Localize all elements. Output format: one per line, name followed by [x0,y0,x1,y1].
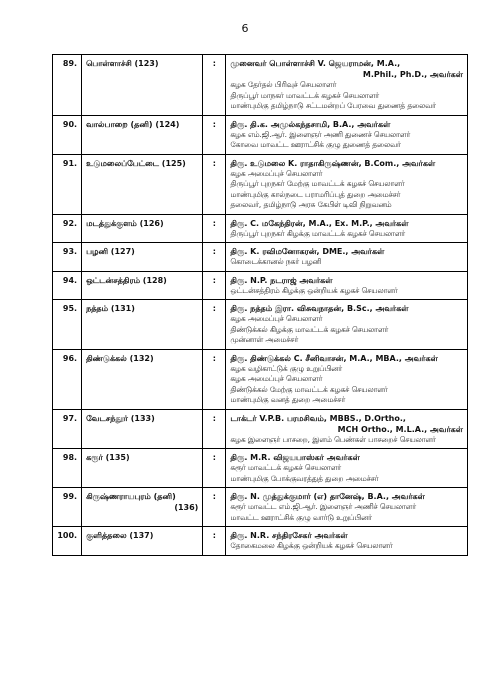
constituency-name: பொள்ளாச்சி (123) [86,59,159,68]
candidate-name: திரு. உடுமலை K. ராதாகிருஷ்ணன், B.Com., அவர்கள் [230,158,436,168]
candidate-name: M.Phil., Ph.D., அவர்கள் [362,70,463,79]
candidate-role: திருப்பூர் மாநகர் மாவட்டக் கழகச் செயலாளர் [230,90,380,100]
candidate-name: திரு. M.R. விஜயபாஸ்கர் அவர்கள் [230,453,360,462]
serial-number: 98. [53,449,82,488]
constituency-cell [82,449,203,488]
candidate-row [53,488,468,527]
candidate-name: திரு. K. ரவிமனோகரன், DME., அவர்கள் [230,247,385,256]
serial-number: 93. [53,243,82,272]
serial-number: 92. [53,214,82,243]
candidate-name: திரு. நத்தம் இரா. விசுவநாதன், B.Sc., அவர்கள் [230,304,409,313]
constituency-name: வேடசந்தூர் (133) [86,413,155,423]
candidate-role: கரூர் மாவட்டக் கழகச் செயலாளர் [230,463,342,472]
page-number: 6 [241,22,249,35]
candidates-table-body [53,55,468,556]
candidate-role: கழக இளைஞர் பாசறை, இளம் பெண்கள் பாசறைச் செயலாளர் [230,434,436,444]
candidate-row [53,449,468,488]
colon-separator: : [203,115,226,154]
colon-separator: : [203,488,226,527]
candidate-details [226,488,468,527]
candidate-details [226,409,468,449]
serial-number: 90. [53,115,82,154]
colon-separator: : [203,349,226,409]
candidate-role: கழக வழிகாட்டுக் குழு உறுப்பினர் [230,363,343,373]
serial-number: 94. [53,271,82,300]
candidate-name: திரு. N. முத்துக்குமார் (எ) தானேஷ், B.A., அவர்கள் [230,492,425,501]
candidate-details [226,214,468,243]
constituency-name: வால்பாறை (தனி) (124) [86,119,180,129]
candidate-role: கழக அமைப்புச் செயலாளர் [230,374,323,383]
candidate-details [226,527,468,556]
candidate-role: கழக அமைப்புச் செயலாளர் [230,314,323,323]
serial-number: 100. [53,527,82,556]
serial-number: 91. [53,154,82,214]
colon-separator: : [203,449,226,488]
serial-number: 96. [53,349,82,409]
candidate-name: திரு. தி.க. அமுல்கந்தசாமி, B.A., அவர்கள் [230,119,391,129]
candidate-row [53,55,468,116]
constituency-name: மடத்துக்குளம் (126) [86,218,164,228]
candidate-role: தோகைமலை கிழக்கு ஒன்றியக் கழகச் செயலாளர் [230,541,393,550]
candidate-role: ஒட்டன்சத்திரம் கிழக்கு ஒன்றியக் கழகச் செயலாளர் [230,285,398,295]
serial-number: 95. [53,300,82,350]
candidate-details [226,449,468,488]
candidate-role: முன்னாள் அமைச்சர் [230,335,299,344]
candidate-role: திருப்பூர் புறநகர் மேற்கு மாவட்டக் கழகச் செயலாளர் [230,179,405,188]
constituency-cell [82,214,203,243]
candidate-name: முனைவர் பொள்ளாச்சி V. ஜெயராமன், M.A., [230,59,401,68]
constituency-cell [82,115,203,154]
candidate-name: திரு. திண்டுக்கல் C. சீனிவாசன், M.A., MBA., அவர்கள் [230,353,438,363]
candidate-name: திரு. C. மகேந்திரன், M.A., Ex. M.P., அவர்கள் [230,218,409,228]
candidate-role: திண்டுக்கல் கிழக்கு மாவட்டக் கழகச் செயலாளர் [230,324,389,334]
colon-separator: : [203,214,226,243]
candidate-role: தலைவர், தமிழ்நாடு அரசு கேபிள் டிவி நிறுவனம் [230,200,392,209]
constituency-cell [82,154,203,214]
candidate-name: திரு. N.R. சந்திரசேகர் அவர்கள் [230,531,348,540]
candidate-name: திரு. N.P. நடராஜ் அவர்கள் [230,275,333,285]
constituency-cell [82,55,203,116]
candidate-details [226,243,468,272]
serial-number: 89. [53,55,82,116]
constituency-cell [82,300,203,350]
constituency-name: உடுமலைப்பேட்டை (125) [86,158,186,168]
colon-separator: : [203,300,226,350]
constituency-name: நத்தம் (131) [86,304,135,313]
constituency-cell [82,527,203,556]
candidate-row [53,527,468,556]
candidate-row [53,409,468,449]
serial-number: 99. [53,488,82,527]
candidate-role: கரூர் மாவட்ட எம்.ஜி.ஆர். இளைஞர் அணிச் செயலாளர் [230,502,417,511]
candidate-details [226,271,468,300]
candidate-details [226,349,468,409]
constituency-name: ஒட்டன்சத்திரம் (128) [86,275,167,285]
colon-separator: : [203,154,226,214]
constituency-name: கரூர் (135) [86,453,130,462]
constituency-name: கிருஷ்ணராயபுரம் (தனி) [86,492,176,501]
colon-separator: : [203,55,226,116]
candidate-role: மாண்புமிகு வனத் துறை அமைச்சர் [230,395,346,404]
candidate-details [226,154,468,214]
candidate-row [53,115,468,154]
candidate-role: மாண்புமிகு கால்நடை பராமரிப்புத் துறை அமைச்சர் [230,189,401,199]
candidate-details [226,55,468,116]
constituency-cell [82,349,203,409]
constituency-cell [82,409,203,449]
candidate-role: கழக எம்.ஜி.ஆர். இளைஞர் அணி துணைச் செயலாளர் [230,129,411,139]
colon-separator: : [203,527,226,556]
constituency-cell [82,271,203,300]
candidate-role: கொடைக்கானல் நகர் பழனி [230,257,322,266]
candidate-name: டாக்டர் V.P.B. பரமசிவம், MBBS., D.Ortho., [230,413,406,423]
colon-separator: : [203,243,226,272]
candidate-row [53,214,468,243]
candidate-row [53,243,468,272]
constituency-name: குளித்தலை (137) [86,531,154,540]
candidate-row [53,349,468,409]
candidate-role: திருப்பூர் புறநகர் கிழக்கு மாவட்டக் கழகச் செயலாளர் [230,228,406,238]
constituency-cell [82,243,203,272]
candidate-details [226,115,468,154]
candidate-row [53,154,468,214]
constituency-name: திண்டுக்கல் (132) [86,353,154,363]
constituency-name: பழனி (127) [86,247,135,256]
candidate-row [53,271,468,300]
candidate-role: கோவை மாவட்ட ஊராட்சிக் குழு துணைத் தலைவர் [230,140,401,149]
candidate-role: திண்டுக்கல் மேற்கு மாவட்டக் கழகச் செயலாளர் [230,384,388,394]
candidate-role: மாண்புமிகு போக்குவரத்துத் துறை அமைச்சர் [230,473,379,483]
colon-separator: : [203,409,226,449]
serial-number: 97. [53,409,82,449]
candidates-table [52,54,468,556]
candidate-role: கழக அமைப்புச் செயலாளர் [230,168,323,178]
constituency-cell [82,488,203,527]
candidate-row [53,300,468,350]
constituency-name: (136) [174,503,199,512]
candidate-role: மாவட்ட ஊராட்சிக் குழு வார்டு உறுப்பினர் [230,512,372,522]
candidate-role: மாண்புமிகு தமிழ்நாடு சட்டமன்றப் பேரவை துணைத் தலைவர் [230,101,436,110]
candidate-details [226,300,468,350]
candidate-role: கழக தேர்தல் பிரிவுச் செயலாளர் [230,80,337,89]
candidate-name: MCH Ortho., M.L.A., அவர்கள் [337,424,463,434]
colon-separator: : [203,271,226,300]
